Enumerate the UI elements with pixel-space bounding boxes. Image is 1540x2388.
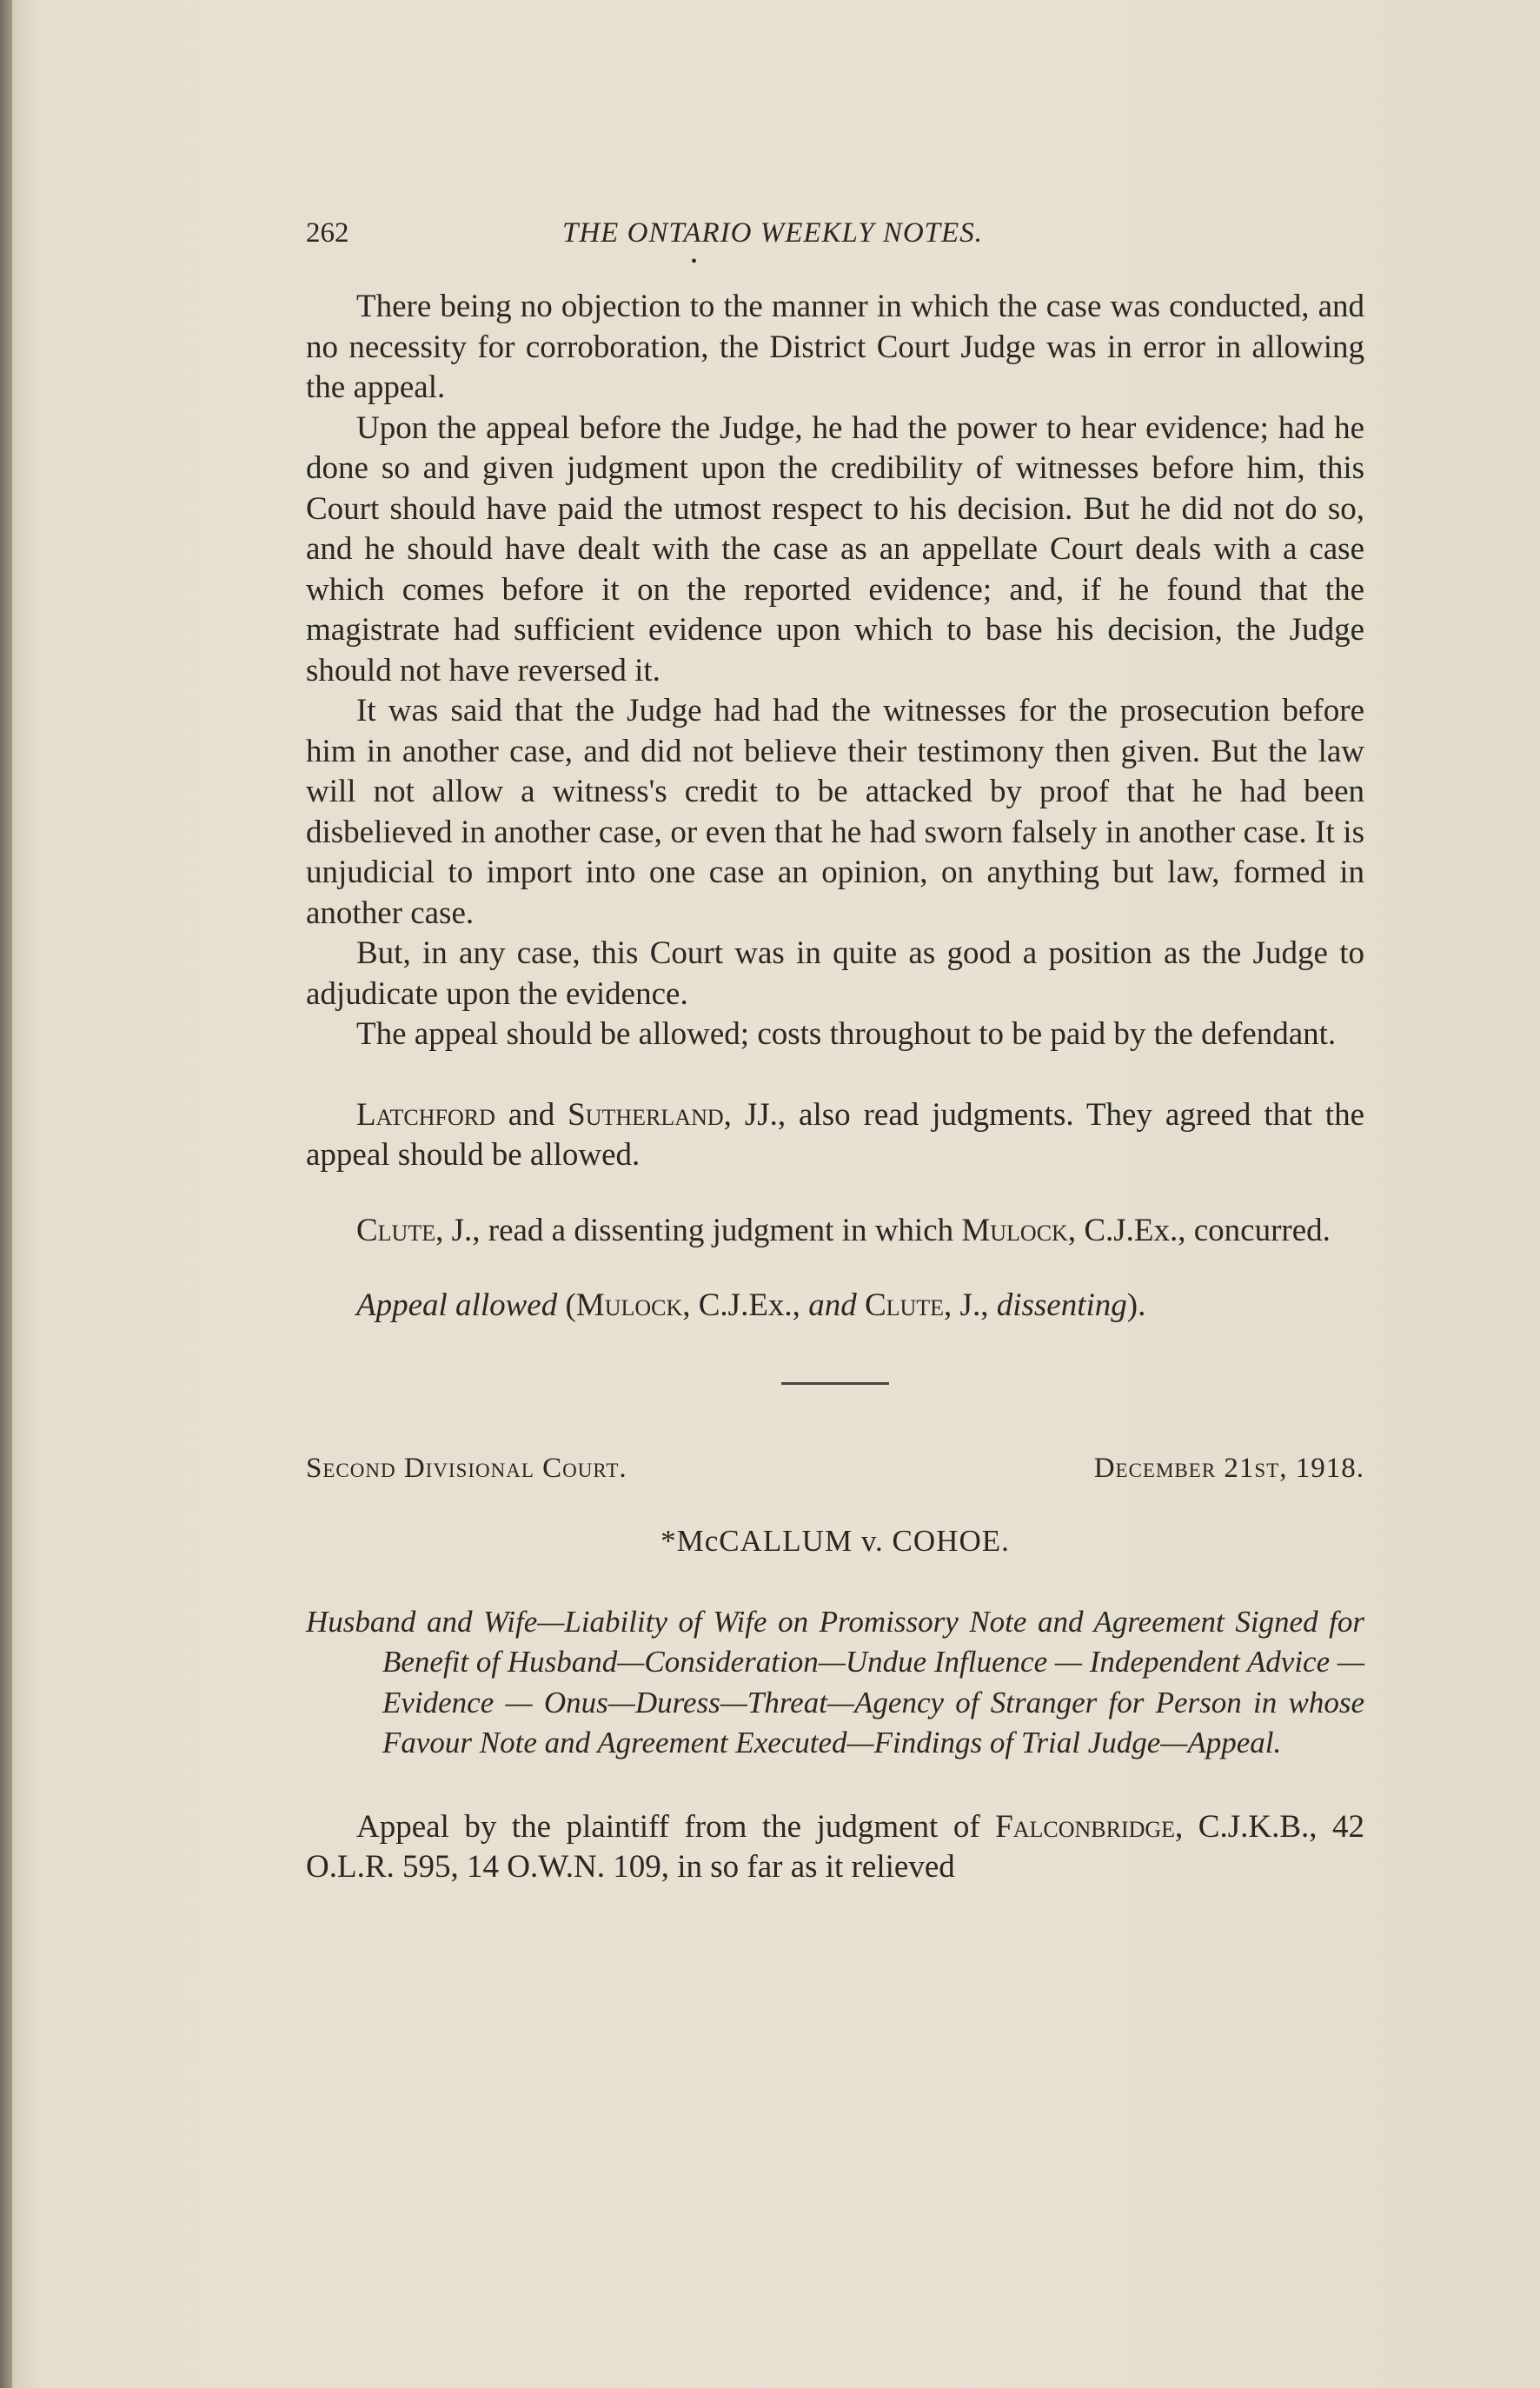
concurring-judgments: Latchford and Sutherland, JJ., also read judgments. They agreed that the appeal should be allowed. [306,1096,1364,1173]
paragraph: Upon the appeal before the Judge, he had the power to hear evidence; had he done so and given judgment upon the credibility of witnesses before him, this Court should have paid the utmost respect to his decision. But he did not do so, and he should have dealt with the case as an appellate Court deals with a case which comes before it on the reported evidence; and, if he found that the magistrate had sufficient evidence upon which to base his decision, the Judge should not have reversed it. [306,409,1364,688]
judge-name: Clute [356,1212,436,1248]
judge-name: Mulock [575,1287,683,1323]
paragraph: The appeal should be allowed; costs throughout to be paid by the defendant. [356,1016,1337,1052]
judge-name: Falconbridge [995,1808,1176,1845]
paragraph: Appeal by the plaintiff from the judgment of Falconbridge, C.J.K.B., 42 O.L.R. 595, 14 O.W.N. 109, in so far as it relieved [306,1808,1364,1885]
paragraph: There being no objection to the manner in which the case was conducted, and no necessity for corroboration, the District Court Judge was in error in allowing the appeal. [306,289,1364,405]
judge-name: Latchford [356,1096,495,1133]
page-number: 262 [306,217,349,249]
dissenting-judgment: Clute, J., read a dissenting judgment in which Mulock, C.J.Ex., concurred. [356,1212,1331,1248]
paragraph: It was said that the Judge had had the witnesses for the prosecution before him in another case, and did not believe their testimony then given. But the law will not allow a witness's credit to be attacked by proof that he had been disbelieved in another case, or even that he had sworn falsely in another case. It is unjudicial to import into one case an opinion, on anything but law, formed in another case. [306,693,1364,931]
ornament-dot: • [691,252,698,271]
judge-name: Sutherland [568,1096,724,1133]
judge-name: Mulock [961,1212,1068,1248]
section-divider [781,1382,889,1385]
running-title: THE ONTARIO WEEKLY NOTES. [562,217,983,249]
headnote: Husband and Wife—Liability of Wife on Promissory Note and Agreement Signed for Benefit of Husband—Consideration—Undue Influence — Independent Advice — Evidence — Onus—Duress—Threat—Agency of Stranger for Person in whose Favour Note and Agreement Executed—Findings of Trial Judge—Appeal. [306,1604,1364,1759]
disposition: Appeal allowed (Mulock, C.J.Ex., and Clute, J., dissenting). [356,1287,1146,1323]
judge-name: Clute [864,1287,945,1323]
decision-date: December 21st, 1918. [1093,1452,1364,1484]
running-header [306,209,1364,271]
court-name: Second Divisional Court. [306,1452,627,1484]
court-date-line [306,1453,1364,1496]
paragraph: But, in any case, this Court was in quite as good a position as the Judge to adjudicate upon the evidence. [306,935,1364,1012]
book-binding-edge [0,0,12,2388]
text-column [306,209,1364,1888]
body-text [306,287,1364,1327]
case-title: *McCALLUM v. COHOE. [660,1523,1010,1558]
